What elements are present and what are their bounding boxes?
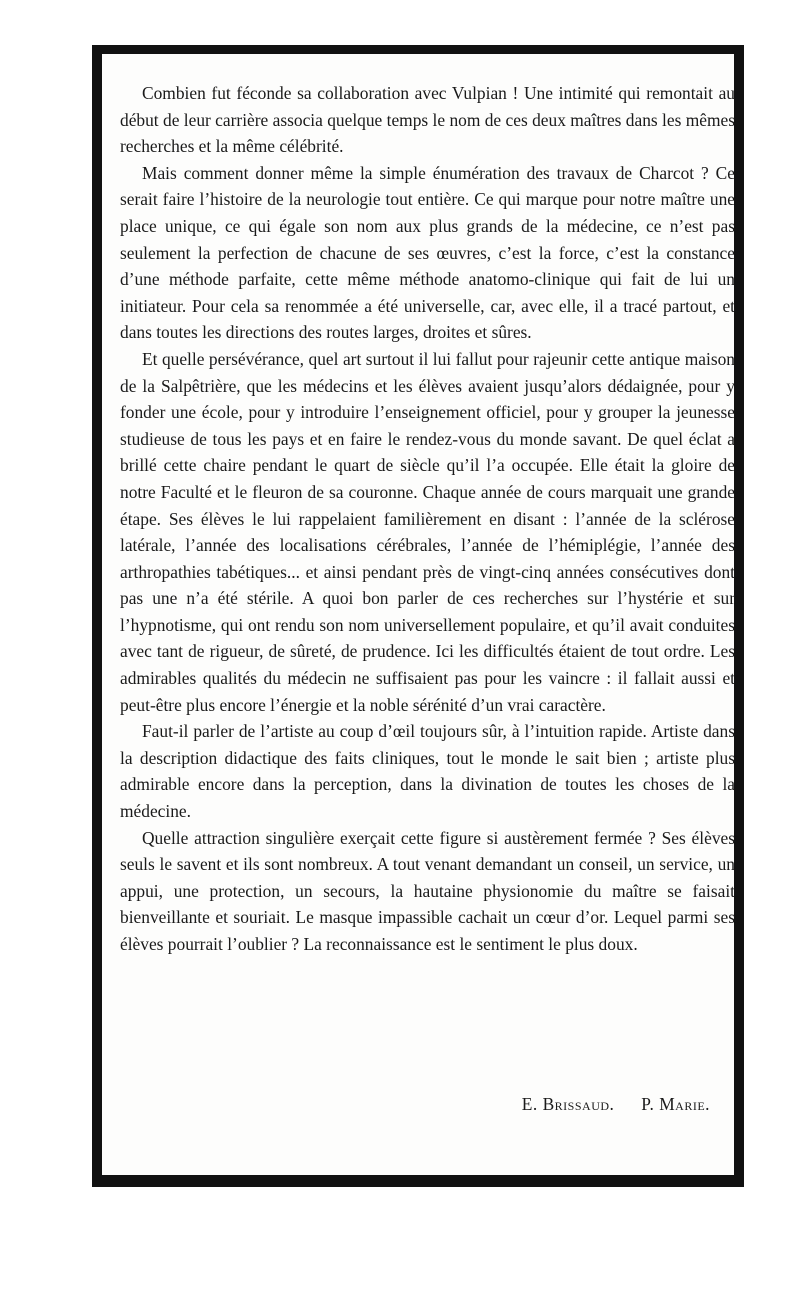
signature-brissaud: E. Brissaud. bbox=[521, 1094, 615, 1114]
paragraph-charcot-works: Mais comment donner même la simple énumération des travaux de Charcot ? Ce serait faire l’histoire de la neurologie tout entière. Ce qui marque pour notre maître une place unique, ce qui égale son nom aux plus grands de la médecine, ce n’est pas seulement la perfection de chacune de ses œuvres, c’est la force, c’est la constance d’une méthode parfaite, cette même méthode anatomo-clinique qui fait de lui un initiateur. Pour cela sa renommée a été universelle, car, avec elle, il a tracé partout, et dans toutes les directions des routes larges, droites et sûres. bbox=[120, 162, 735, 343]
mourning-border-frame bbox=[92, 45, 744, 1187]
paragraph-salpetriere: Et quelle persévérance, quel art surtout il lui fallut pour rajeunir cette antique maison de la Salpêtrière, que les médecins et les élèves avaient jusqu’alors dédaignée, pour y fonder une école, pour y introduire l’enseignement officiel, pour y grouper la jeunesse studieuse de tous les pays et en faire le rendez-vous du monde savant. De quel éclat a brillé cette chaire pendant le quart de siècle qu’il l’a occupée. Elle était la gloire de notre Faculté et le fleuron de sa couronne. Chaque année de cours marquait une grande étape. Ses élèves le lui rappelaient familièrement en disant : l’année de la sclérose latérale, l’année des localisations cérébrales, l’année de l’hémiplégie, l’année des arthropathies tabétiques... et ainsi pendant près de vingt-cinq années consécutives dont pas une n’a été stérile. A quoi bon parler de ces recherches sur l’hystérie et sur l’hypnotisme, qui ont rendu son nom universellement populaire, et qu’il avait conduites avec tant de rigueur, de sûreté, de prudence. Ici les difficultés étaient de tout ordre. Les admirables qualités du médecin ne suffisaient pas pour les vaincre : il fallait aussi et peut-être plus encore l’énergie et la noble sérénité d’un vrai caractère. bbox=[120, 348, 735, 715]
paragraph-vulpian: Combien fut féconde sa collaboration avec Vulpian ! Une intimité qui remontait au début de leur carrière associa quelque temps le nom de ces deux maîtres dans les mêmes recherches et la même célébrité. bbox=[120, 83, 735, 157]
signature-marie: P. Marie. bbox=[641, 1094, 710, 1114]
letter-body bbox=[120, 80, 735, 958]
signature-line bbox=[120, 1094, 710, 1115]
paragraph-attraction: Quelle attraction singulière exerçait cette figure si austèrement fermée ? Ses élèves seuls le savent et ils sont nombreux. A tout venant demandant un conseil, un service, un appui, une protection, un secours, la hautaine physionomie du maître se faisait bienveillante et souriait. Le masque impassible cachait un cœur d’or. Lequel parmi ses élèves pourrait l’oublier ? La reconnaissance est le sentiment le plus doux. bbox=[120, 827, 735, 954]
paragraph-artist: Faut-il parler de l’artiste au coup d’œil toujours sûr, à l’intuition rapide. Artiste dans la description didactique des faits cliniques, tout le monde le sait bien ; artiste plus admirable encore dans la perception, dans la divination de toutes les choses de la médecine. bbox=[120, 721, 735, 822]
